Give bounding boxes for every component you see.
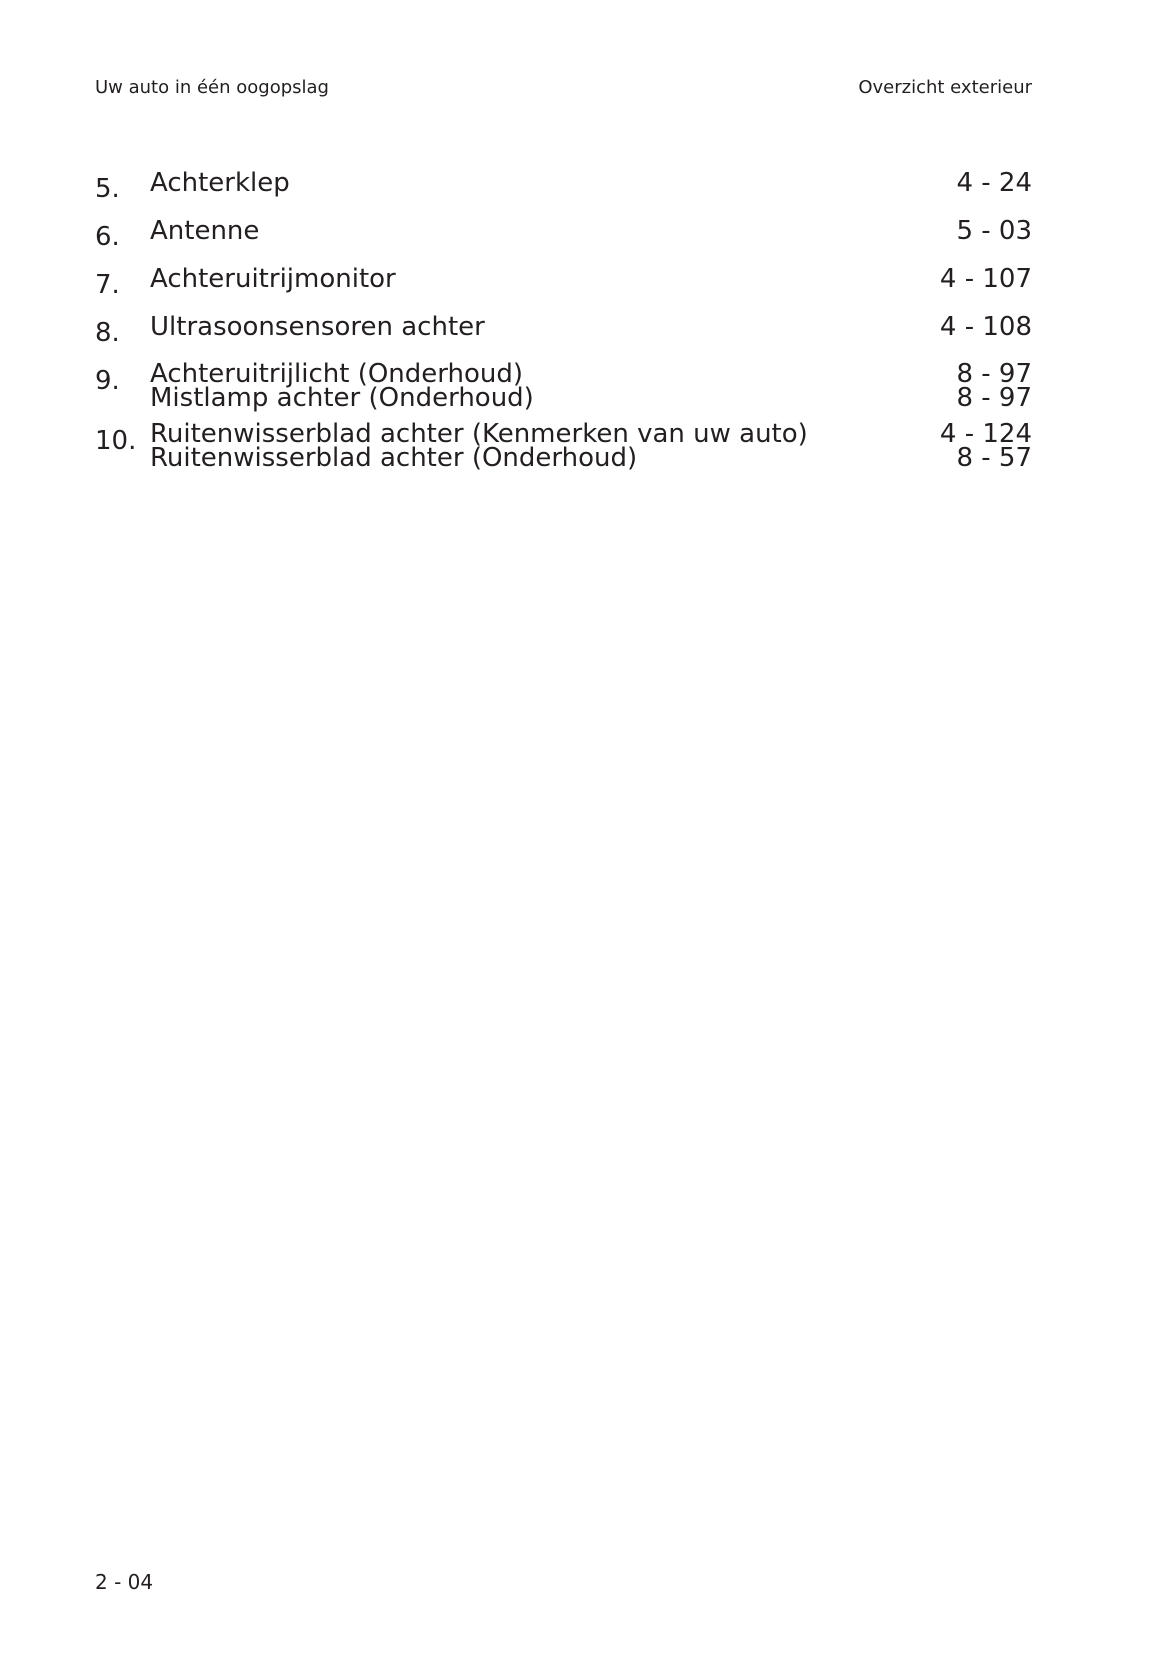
running-header-section: Uw auto in één oogopslag (95, 77, 329, 98)
page-reference: 4 - 107 (939, 264, 1032, 294)
item-label: Ruitenwisserblad achter (Kenmerken van uw auto) (150, 419, 808, 449)
list-item (95, 312, 1032, 360)
page-reference: 8 - 97 (956, 383, 1032, 413)
item-label: Ruitenwisserblad achter (Onderhoud) (150, 443, 638, 473)
page-reference: 4 - 108 (939, 312, 1032, 342)
page-reference: 8 - 57 (956, 443, 1032, 473)
entry-line (150, 264, 1032, 294)
item-label: Antenne (150, 216, 260, 246)
item-label: Achteruitrijmonitor (150, 264, 396, 294)
item-label: Achterklep (150, 168, 290, 198)
running-header-chapter: Overzicht exterieur (858, 77, 1032, 98)
list-item (95, 264, 1032, 312)
item-label: Mistlamp achter (Onderhoud) (150, 383, 534, 413)
entry-line (150, 443, 1032, 473)
item-number: 10. (95, 426, 137, 456)
page-reference: 5 - 03 (956, 216, 1032, 246)
list-item (95, 359, 1032, 420)
entry-line (150, 216, 1032, 246)
list-item (95, 216, 1032, 264)
item-number: 8. (95, 318, 120, 348)
list-item (95, 419, 1032, 480)
reference-list (95, 168, 1032, 480)
page-reference: 4 - 24 (956, 168, 1032, 198)
item-number: 7. (95, 270, 120, 300)
entry-line (150, 383, 1032, 413)
item-number: 6. (95, 222, 120, 252)
item-number: 5. (95, 174, 120, 204)
list-item (95, 168, 1032, 216)
item-number: 9. (95, 366, 120, 396)
entry-line (150, 312, 1032, 342)
item-label: Achteruitrijlicht (Onderhoud) (150, 359, 524, 389)
entry-line (150, 168, 1032, 198)
page-reference: 8 - 97 (956, 359, 1032, 389)
page-number: 2 - 04 (95, 1570, 154, 1594)
item-label: Ultrasoonsensoren achter (150, 312, 485, 342)
page-reference: 4 - 124 (939, 419, 1032, 449)
